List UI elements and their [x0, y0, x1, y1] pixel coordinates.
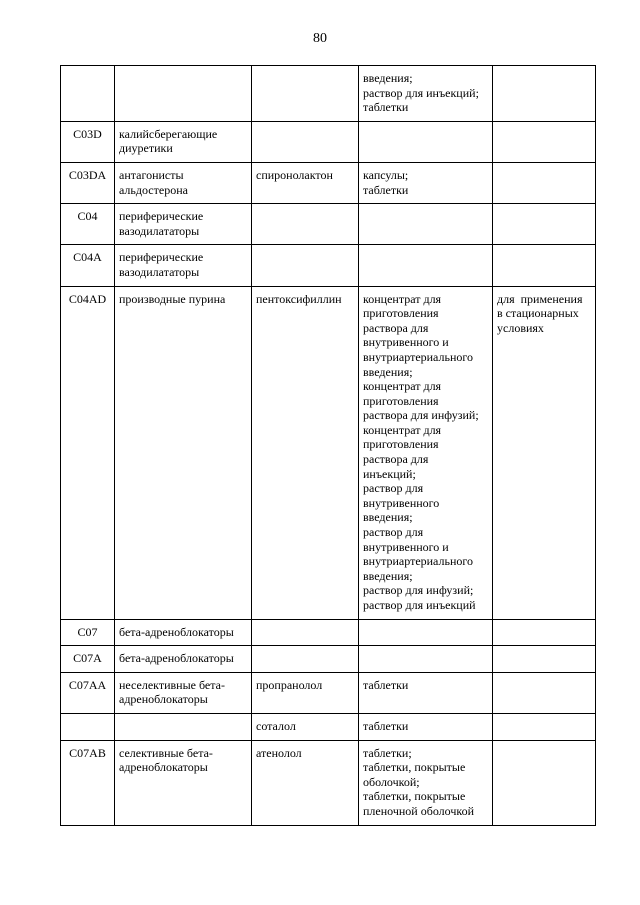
dosage-forms-line: таблетки, покрытые	[363, 789, 466, 804]
dosage-forms-line: таблетки	[363, 718, 409, 733]
drug-table-body	[61, 66, 596, 826]
group-cell	[115, 162, 252, 203]
table-row	[61, 66, 596, 122]
atc-code: C03DA	[68, 167, 107, 182]
group-line: периферические	[119, 209, 204, 224]
notes-line: условиях	[497, 320, 544, 335]
atc-code-cell	[61, 162, 115, 203]
dosage-forms-line: введения;	[363, 510, 413, 525]
dosage-forms-line: приготовления	[363, 437, 439, 452]
group-cell	[115, 204, 252, 245]
dosage-forms-cell	[359, 646, 493, 673]
notes-cell	[493, 672, 596, 713]
dosage-forms-line: введения;	[363, 568, 413, 583]
notes-cell	[493, 740, 596, 825]
dosage-forms-line: приготовления	[363, 306, 439, 321]
table-row	[61, 121, 596, 162]
dosage-forms-cell	[359, 740, 493, 825]
group-cell	[115, 672, 252, 713]
table-row	[61, 740, 596, 825]
page-number: 80	[313, 31, 327, 46]
atc-code: C07	[77, 624, 98, 639]
notes-cell	[493, 162, 596, 203]
group-cell	[115, 619, 252, 646]
drug-name-cell	[252, 66, 359, 122]
dosage-forms-cell	[359, 713, 493, 740]
dosage-forms-line: таблетки	[363, 182, 409, 197]
table-row	[61, 713, 596, 740]
group-line: бета-адреноблокаторы	[119, 651, 234, 666]
notes-cell	[493, 245, 596, 286]
dosage-forms-line: внутривенного и	[363, 539, 449, 554]
notes-cell	[493, 619, 596, 646]
atc-code-cell	[61, 66, 115, 122]
notes-cell	[493, 646, 596, 673]
group-line: бета-адреноблокаторы	[119, 624, 234, 639]
atc-code-cell	[61, 713, 115, 740]
drug-name-cell	[252, 646, 359, 673]
dosage-forms-line: раствор для инфузий;	[363, 583, 474, 598]
notes-cell	[493, 121, 596, 162]
dosage-forms-cell	[359, 204, 493, 245]
atc-code: C04A	[73, 250, 102, 265]
table-row	[61, 204, 596, 245]
atc-code-cell	[61, 646, 115, 673]
drug-name-cell	[252, 204, 359, 245]
group-line: вазодилататоры	[119, 264, 200, 279]
group-line: вазодилататоры	[119, 223, 200, 238]
atc-code: C07A	[73, 651, 102, 666]
dosage-forms-line: концентрат для	[363, 379, 442, 394]
atc-code-cell	[61, 245, 115, 286]
group-cell	[115, 66, 252, 122]
atc-code-cell	[61, 740, 115, 825]
drug-name-cell	[252, 245, 359, 286]
table-row	[61, 672, 596, 713]
drug-name-line: атенолол	[256, 745, 302, 760]
dosage-forms-line: внутриартериального	[363, 349, 473, 364]
dosage-forms-cell	[359, 672, 493, 713]
atc-code-cell	[61, 204, 115, 245]
dosage-forms-line: оболочкой;	[363, 774, 420, 789]
group-line: адреноблокаторы	[119, 692, 208, 707]
group-cell	[115, 245, 252, 286]
notes-line: в стационарных	[497, 306, 579, 321]
atc-code-cell	[61, 619, 115, 646]
dosage-forms-line: раствор для	[363, 525, 424, 540]
drug-table	[60, 65, 596, 826]
group-cell	[115, 713, 252, 740]
dosage-forms-line: таблетки	[363, 100, 409, 115]
drug-name-cell	[252, 162, 359, 203]
drug-name-line: пентоксифиллин	[256, 291, 342, 306]
dosage-forms-line: пленочной оболочкой	[363, 803, 475, 818]
drug-name-line: спиронолактон	[256, 167, 333, 182]
dosage-forms-line: раствора для	[363, 320, 429, 335]
group-line: антагонисты	[119, 167, 184, 182]
dosage-forms-line: внутриартериального	[363, 554, 473, 569]
dosage-forms-line: внутривенного и	[363, 335, 449, 350]
dosage-forms-line: таблетки	[363, 677, 409, 692]
dosage-forms-line: раствор для	[363, 481, 424, 496]
dosage-forms-cell	[359, 121, 493, 162]
drug-name-cell	[252, 121, 359, 162]
group-line: производные пурина	[119, 291, 226, 306]
atc-code: C07AA	[68, 677, 107, 692]
notes-cell	[493, 204, 596, 245]
dosage-forms-line: внутривенного	[363, 495, 440, 510]
drug-name-cell	[252, 740, 359, 825]
dosage-forms-line: раствора для инфузий;	[363, 408, 479, 423]
dosage-forms-line: капсулы;	[363, 167, 409, 182]
dosage-forms-cell	[359, 66, 493, 122]
drug-name-cell	[252, 286, 359, 619]
atc-code: C07AB	[69, 745, 106, 760]
dosage-forms-cell	[359, 245, 493, 286]
dosage-forms-line: таблетки, покрытые	[363, 760, 466, 775]
group-cell	[115, 286, 252, 619]
group-line: альдостерона	[119, 182, 188, 197]
group-cell	[115, 740, 252, 825]
notes-cell	[493, 66, 596, 122]
drug-name-cell	[252, 619, 359, 646]
dosage-forms-cell	[359, 162, 493, 203]
atc-code-cell	[61, 672, 115, 713]
atc-code: C04AD	[68, 291, 107, 306]
group-line: неселективные бета-	[119, 677, 225, 692]
drug-name-line: соталол	[256, 718, 296, 733]
group-cell	[115, 646, 252, 673]
table-row	[61, 162, 596, 203]
table-row	[61, 646, 596, 673]
dosage-forms-line: таблетки;	[363, 745, 412, 760]
dosage-forms-line: приготовления	[363, 393, 439, 408]
dosage-forms-cell	[359, 619, 493, 646]
atc-code-cell	[61, 121, 115, 162]
table-row	[61, 619, 596, 646]
group-line: селективные бета-	[119, 745, 213, 760]
group-line: калийсберегающие	[119, 126, 218, 141]
group-line: периферические	[119, 250, 204, 265]
drug-name-cell	[252, 672, 359, 713]
atc-code: C04	[77, 209, 98, 224]
dosage-forms-line: концентрат для	[363, 291, 442, 306]
table-row	[61, 245, 596, 286]
notes-line: для применения	[497, 291, 583, 306]
atc-code: C03D	[73, 126, 102, 141]
dosage-forms-line: концентрат для	[363, 422, 442, 437]
dosage-forms-line: раствор для инъекций	[363, 598, 476, 612]
dosage-forms-line: введения;	[363, 71, 413, 85]
table-row	[61, 286, 596, 619]
group-cell	[115, 121, 252, 162]
drug-name-cell	[252, 713, 359, 740]
group-line: диуретики	[119, 141, 173, 156]
group-line: адреноблокаторы	[119, 760, 208, 775]
atc-code-cell	[61, 286, 115, 619]
drug-name-line: пропранолол	[256, 677, 323, 692]
dosage-forms-line: раствора для	[363, 452, 429, 467]
notes-cell	[493, 713, 596, 740]
notes-cell	[493, 286, 596, 619]
dosage-forms-line: введения;	[363, 364, 413, 379]
dosage-forms-line: инъекций;	[363, 466, 416, 481]
dosage-forms-cell	[359, 286, 493, 619]
dosage-forms-line: раствор для инъекций;	[363, 85, 479, 100]
